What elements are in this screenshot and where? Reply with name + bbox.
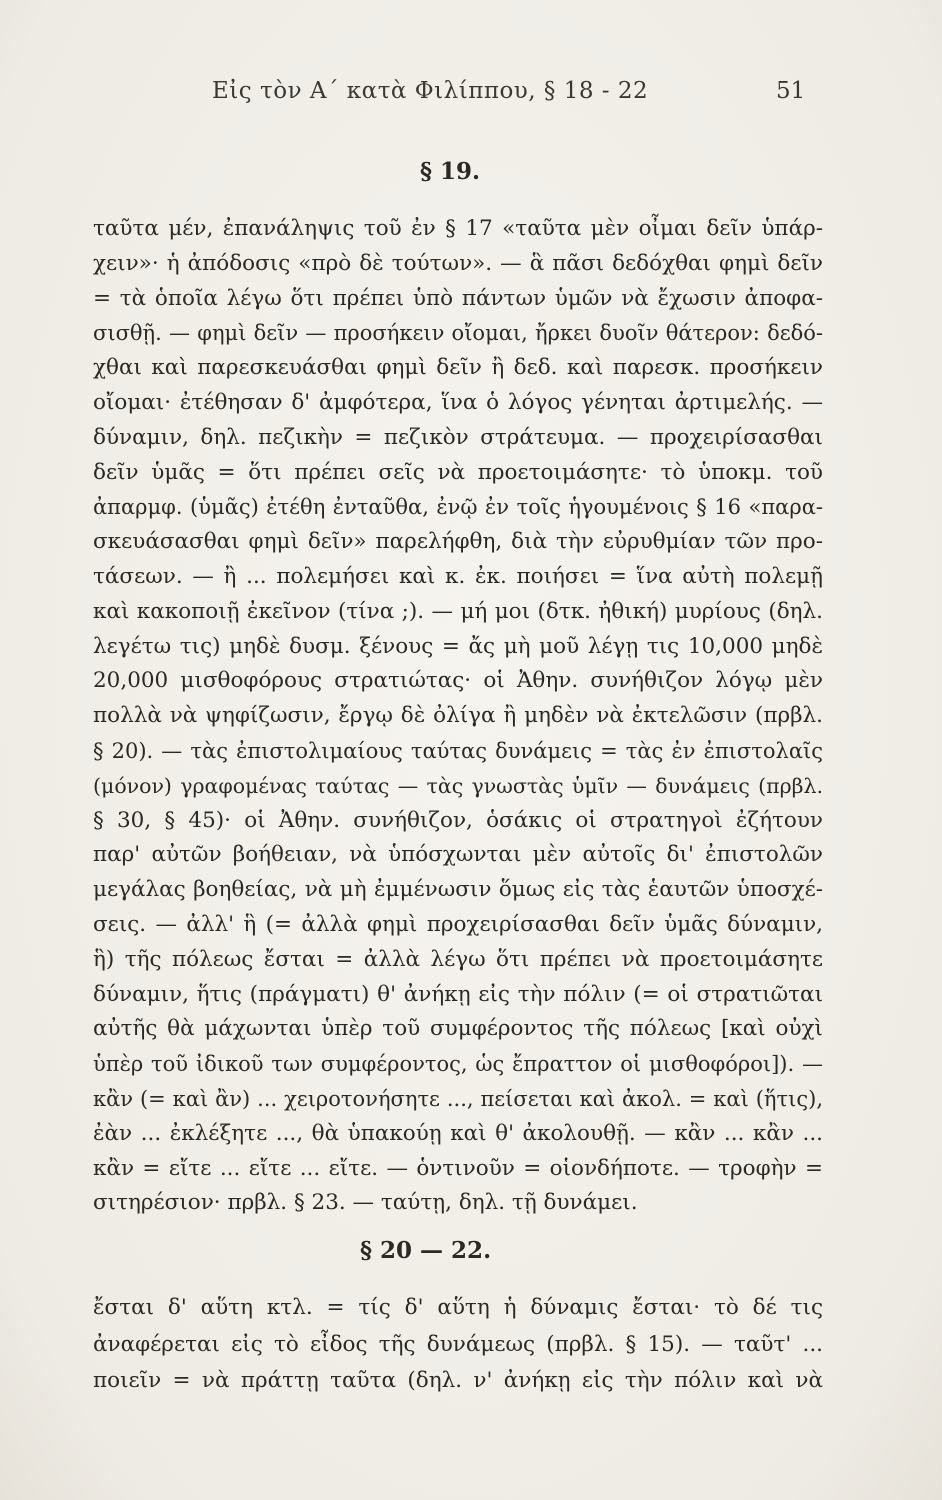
text-line: σκευάσασθαι φημὶ δεῖν» παρελήφθη, διὰ τὴν εὐρυθμίαν τῶν προ- (93, 529, 823, 555)
text-line: ἣ) τῆς πόλεως ἔσται = ἀλλὰ λέγω ὅτι πρέπει νὰ προετοιμάσητε (93, 946, 823, 972)
text-line: λεγέτω τις) μηδὲ δυσμ. ξένους = ἄς μὴ μοῦ λέγῃ τις 10,000 μηδὲ (93, 633, 823, 659)
commentary-section-19 (93, 212, 823, 1221)
text-line: οἴομαι· ἐτέθησαν δ' ἀμφότερα, ἵνα ὁ λόγος γένηται ἀρτιμελής. — (93, 389, 823, 415)
text-line: σιτηρέσιον· πρβλ. § 23. — ταύτῃ, δηλ. τῇ δυνάμει. (93, 1190, 638, 1216)
text-line: ἀπαρμφ. (ὑμᾶς) ἐτέθη ἐνταῦθα, ἐνῷ ἐν τοῖς ἡγουμένοις § 16 «παρα- (93, 495, 823, 520)
section-heading-20-22: § 20 — 22. (360, 1237, 492, 1264)
text-line: ποιεῖν = νὰ πράττῃ ταῦτα (δηλ. ν' ἀνήκῃ εἰς τὴν πόλιν καὶ νὰ (93, 1368, 823, 1393)
text-line: μεγάλας βοηθείας, νὰ μὴ ἐμμένωσιν ὅμως εἰς τὰς ἑαυτῶν ὑποσχέ- (93, 877, 823, 903)
text-line: δύναμιν, δηλ. πεζικὴν = πεζικὸν στράτευμα. — προχειρίσασθαι (93, 424, 823, 450)
text-line: κἂν (= καὶ ἂν) ... χειροτονήσητε ..., πείσεται καὶ ἀκολ. = καὶ (ἥτις), (93, 1086, 823, 1111)
text-line: ἔσται δ' αὕτη κτλ. = τίς δ' αὕτη ἡ δύναμις ἔσται· τὸ δέ τις (93, 1295, 823, 1320)
text-line: παρ' αὐτῶν βοήθειαν, νὰ ὑπόσχωνται μὲν αὐτοῖς δι' ἐπιστολῶν (93, 842, 823, 868)
text-line: αὐτῆς θὰ μάχωνται ὑπὲρ τοῦ συμφέροντος τῆς πόλεως [καὶ οὐχὶ (93, 1016, 823, 1042)
text-line: κἂν = εἴτε ... εἴτε ... εἴτε. — ὁντινοῦν = οἱονδήποτε. — τροφὴν = (93, 1155, 823, 1181)
text-line: ταῦτα μέν, ἐπανάληψις τοῦ ἐν § 17 «ταῦτα μὲν οἶμαι δεῖν ὑπάρ- (93, 216, 823, 241)
text-line: (μόνον) γραφομένας ταύτας — τὰς γνωστὰς ὑμῖν — δυνάμεις (πρβλ. (93, 773, 823, 798)
text-line: = τὰ ὁποῖα λέγω ὅτι πρέπει ὑπὸ πάντων ὑμῶν νὰ ἔχωσιν ἀποφα- (93, 285, 823, 311)
text-line: § 30, § 45)· οἱ Ἀθην. συνήθιζον, ὁσάκις οἱ στρατηγοὶ ἐζήτουν (93, 807, 823, 833)
text-line: ἀναφέρεται εἰς τὸ εἶδος τῆς δυνάμεως (πρβλ. § 15). — ταῦτ' ... (93, 1331, 823, 1357)
text-line: πολλὰ νὰ ψηφίζωσιν, ἔργῳ δὲ ὀλίγα ἢ μηδὲν νὰ ἐκτελῶσιν (πρβλ. (93, 703, 823, 729)
text-line: δεῖν ὑμᾶς = ὅτι πρέπει σεῖς νὰ προετοιμάσητε· τὸ ὑποκμ. τοῦ (93, 459, 823, 485)
text-line: τάσεων. — ἢ ... πολεμήσει καὶ κ. ἐκ. ποιήσει = ἵνα αὐτὴ πολεμῇ (93, 563, 823, 589)
section-heading-19: § 19. (420, 158, 481, 185)
running-title: Εἰς τὸν Α΄ κατὰ Φιλίππου, § 18 - 22 (212, 78, 649, 104)
text-line: καὶ κακοποιῇ ἐκεῖνον (τίνα ;). — μή μοι (δτκ. ἠθική) μυρίους (δηλ. (93, 598, 823, 624)
text-line: σεις. — ἀλλ' ἣ (= ἀλλὰ φημὶ προχειρίσασθαι δεῖν ὑμᾶς δύναμιν, (93, 911, 823, 937)
page-number: 51 (776, 78, 806, 104)
commentary-section-20-22 (93, 1290, 823, 1400)
text-line: χθαι καὶ παρεσκευάσθαι φημὶ δεῖν ἢ δεδ. καὶ παρεσκ. προσήκειν (93, 355, 823, 381)
text-line: ὑπὲρ τοῦ ἰδικοῦ των συμφέροντος, ὡς ἔπραττον οἱ μισθοφόροι]). — (93, 1052, 823, 1077)
text-line: § 20). — τὰς ἐπιστολιμαίους ταύτας δυνάμεις = τὰς ἐν ἐπιστολαῖς (93, 738, 823, 763)
text-line: χειν»· ἡ ἀπόδοσις «πρὸ δὲ τούτων». — ἃ πᾶσι δεδόχθαι φημὶ δεῖν (93, 250, 823, 276)
text-line: δύναμιν, ἥτις (πράγματι) θ' ἀνήκῃ εἰς τὴν πόλιν (= οἱ στρατιῶται (93, 981, 823, 1007)
text-line: σισθῇ. — φημὶ δεῖν — προσήκειν οἴομαι, ἤρκει δυοῖν θάτερον: δεδό- (93, 321, 823, 346)
text-line: ἐὰν ... ἐκλέξητε ..., θὰ ὑπακούῃ καὶ θ' ἀκολουθῇ. — κἂν ... κἂν ... (93, 1120, 823, 1146)
text-line: 20,000 μισθοφόρους στρατιώτας· οἱ Ἀθην. συνήθιζον λόγῳ μὲν (93, 668, 823, 694)
